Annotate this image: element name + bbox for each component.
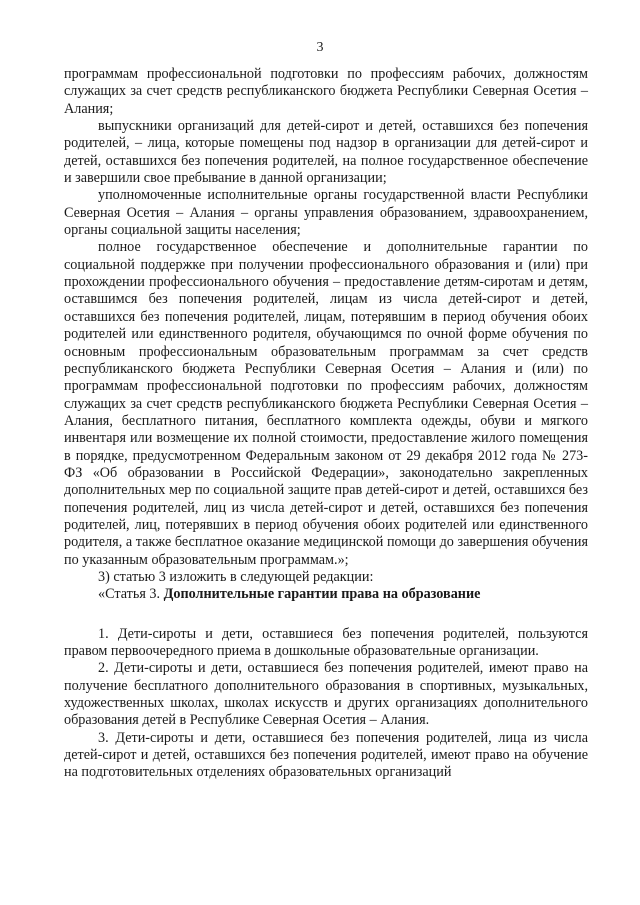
paragraph: 1. Дети-сироты и дети, оставшиеся без попечения родителей, пользуются правом первоочередного приема в дошкольные образовательные организации. (64, 625, 588, 659)
paragraph: выпускники организаций для детей-сирот и детей, оставшихся без попечения родителей, – лица, которые помещены под надзор в организации для детей-сирот и детей, оставшихся без попечения родителей, на полное государственное обеспечение и завершили свое пребывание в данной организации; (64, 118, 588, 187)
article-heading (64, 586, 588, 603)
document-body (64, 66, 588, 782)
article-title: Дополнительные гарантии права на образование (163, 586, 481, 603)
paragraph: уполномоченные исполнительные органы государственной власти Республики Северная Осетия – Алания – органы управления образованием, здравоохранением, органы социальной защиты населения; (64, 187, 588, 239)
paragraph: 3. Дети-сироты и дети, оставшиеся без попечения родителей, лица из числа детей-сирот и детей, оставшихся без попечения родителей, имеют право на обучение на подготовительных отделениях образовательных организаций (64, 729, 588, 781)
section-spacer (64, 604, 588, 626)
page-number: 3 (316, 40, 324, 55)
paragraph: 3) статью 3 изложить в следующей редакции: (98, 568, 374, 585)
article-heading-prefix: «Статья 3. (98, 586, 164, 603)
paragraph: программам профессиональной подготовки по профессиям рабочих, должностям служащих за счет средств республиканского бюджета Республики Северная Осетия – Алания; (64, 66, 588, 117)
paragraph: полное государственное обеспечение и дополнительные гарантии по социальной поддержке при получении профессионального образования и (или) при прохождении профессионального обучения – предоставление детям-сиротам и детям, оставшимся без попечения родителей, лицам из числа детей-сирот и детей, оставшихся без попечения родителей, лицам, потерявшим в период обучения обоих родителей или единственного родителя, обучающимся по очной форме обучения по основным профессиональным образовательным программам за счет средств республиканского бюджета Республики Северная Осетия – Алания и (или) по программам профессиональной подготовки по профессиям рабочих, должностям служащих за счет средств республиканского бюджета Республики Северная Осетия – Алания, бесплатного питания, бесплатного комплекта одежды, обуви и мягкого инвентаря или возмещение их полной стоимости, предоставление жилого помещения в порядке, предусмотренном Федеральным законом от 29 декабря 2012 года № 273-ФЗ «Об образовании в Российской Федерации», законодательно закрепленных дополнительных мер по социальной защите прав детей-сирот и детей, оставшихся без попечения родителей, лиц из числа детей-сирот и детей, оставшихся без попечения родителей, лиц, потерявших в период обучения обоих родителей или единственного родителя, а также бесплатное оказание медицинской помощи до завершения обучения по указанным образовательным программам.»; (64, 239, 588, 568)
paragraph: 2. Дети-сироты и дети, оставшиеся без попечения родителей, имеют право на получение бесплатного дополнительного образования в спортивных, музыкальных, художественных школах, школах искусств и других организациях дополнительного образования детей в Республике Северная Осетия – Алания. (64, 660, 588, 729)
